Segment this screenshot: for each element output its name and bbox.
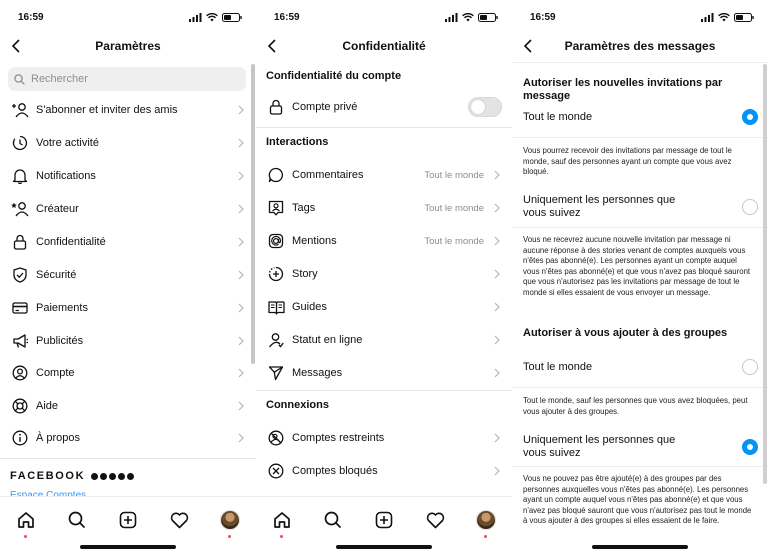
shield-icon <box>10 265 30 285</box>
status-bar <box>274 10 498 24</box>
privacy-item-label: Messages <box>292 367 343 379</box>
settings-item-label: Notifications <box>36 170 96 182</box>
home-icon <box>273 511 291 529</box>
comment-icon <box>266 165 286 185</box>
battery-icon <box>734 13 754 22</box>
heart-icon <box>426 512 445 529</box>
notification-dot <box>280 535 283 538</box>
battery-icon <box>222 13 242 22</box>
chevron-right-icon <box>236 269 246 281</box>
tag-person-icon <box>266 198 286 218</box>
settings-item-account[interactable] <box>0 357 256 389</box>
page-title: Paramètres des messages <box>564 39 716 53</box>
settings-screen <box>0 0 256 554</box>
home-icon <box>17 511 35 529</box>
bottom-safe-area <box>512 540 768 554</box>
scrollbar[interactable] <box>763 64 767 484</box>
privacy-item-messages[interactable] <box>256 357 512 389</box>
privacy-item-label: Mentions <box>292 235 337 247</box>
settings-item-label: À propos <box>36 432 81 444</box>
at-icon <box>266 231 286 251</box>
invitations-option-following[interactable] <box>523 194 758 220</box>
status-icons <box>701 13 754 22</box>
header <box>0 34 256 58</box>
privacy-item-mentions[interactable] <box>256 225 512 257</box>
chevron-right-icon <box>236 236 246 248</box>
back-button[interactable] <box>6 36 26 56</box>
info-icon <box>10 428 30 448</box>
search-icon <box>68 511 86 529</box>
chevron-right-icon <box>236 335 246 347</box>
wifi-icon <box>718 13 730 22</box>
settings-item-label: Publicités <box>36 335 84 347</box>
chevron-right-icon <box>236 203 246 215</box>
privacy-item-value: Tout le monde <box>424 235 484 247</box>
activity-clock-icon <box>10 133 30 153</box>
privacy-item-label: Commentaires <box>292 169 364 181</box>
chevron-left-icon <box>267 39 277 53</box>
option-description: Tout le monde, sauf les personnes que vous avez bloquées, peut vous ajouter à des groupes. <box>523 396 748 416</box>
tab-activity[interactable] <box>166 507 192 533</box>
search-icon <box>14 74 25 85</box>
settings-item-activity[interactable] <box>0 127 256 159</box>
facebook-section-title <box>10 470 134 482</box>
divider <box>512 387 768 388</box>
chevron-right-icon <box>492 169 502 181</box>
add-person-icon <box>10 100 30 120</box>
battery-icon <box>478 13 498 22</box>
scrollbar[interactable] <box>251 64 255 364</box>
facebook-label: FACEBOOK <box>10 470 86 482</box>
privacy-item-value: Tout le monde <box>424 202 484 214</box>
chevron-right-icon <box>492 367 502 379</box>
option-label: Tout le monde <box>523 360 593 373</box>
privacy-item-label: Comptes restreints <box>292 432 385 444</box>
privacy-item-label: Comptes bloqués <box>292 465 378 477</box>
tab-activity[interactable] <box>422 507 448 533</box>
guide-book-icon <box>266 297 286 317</box>
plus-square-icon <box>119 511 137 529</box>
message-settings-screen <box>512 0 768 554</box>
chevron-left-icon <box>11 39 21 53</box>
chevron-right-icon <box>236 170 246 182</box>
privacy-item-comments[interactable] <box>256 159 512 191</box>
lifebuoy-icon <box>10 396 30 416</box>
chevron-right-icon <box>236 400 246 412</box>
search-input[interactable] <box>8 67 246 91</box>
page-title: Confidentialité <box>342 39 426 53</box>
option-description: Vous ne recevrez aucune nouvelle invitation par message ni aucune réponse à des stories venant de comptes auxquels vous n'êtes pas abonné(e). Les personnes ayant un compte auquel vous n'êtes pas abonné(e) et que vous n'avez pas bloqué sauront que vous n'autorisez pas les invitations par message de tout le monde si elles essaient de vous envoyer un message. <box>523 235 751 297</box>
chevron-right-icon <box>236 367 246 379</box>
notification-dot <box>24 535 27 538</box>
home-indicator <box>80 545 176 549</box>
lock-icon <box>10 232 30 252</box>
divider <box>256 390 512 391</box>
tab-home[interactable] <box>269 507 295 533</box>
settings-item-label: Confidentialité <box>36 236 106 248</box>
radio-selected[interactable] <box>742 109 758 125</box>
settings-item-creator[interactable] <box>0 193 256 225</box>
avatar <box>476 510 496 530</box>
page-title: Paramètres <box>95 39 161 53</box>
tab-bar <box>0 496 256 554</box>
invitations-option-everyone[interactable] <box>523 109 758 125</box>
option-label: Uniquement les personnes que vous suivez <box>523 434 676 459</box>
tab-profile[interactable] <box>473 507 499 533</box>
wifi-icon <box>206 13 218 22</box>
settings-item-invite[interactable] <box>0 94 256 126</box>
send-icon <box>266 363 286 383</box>
option-label: Uniquement les personnes que vous suivez <box>523 194 676 219</box>
creator-person-icon <box>10 199 30 219</box>
status-icons <box>189 13 242 22</box>
online-status-icon <box>266 330 286 350</box>
home-indicator <box>336 545 432 549</box>
section-title-connections: Connexions <box>266 399 329 411</box>
chevron-right-icon <box>492 202 502 214</box>
chevron-right-icon <box>236 104 246 116</box>
status-time: 16:59 <box>18 11 44 23</box>
meta-apps-icon <box>91 473 134 480</box>
story-plus-icon <box>266 264 286 284</box>
settings-item-payments[interactable] <box>0 292 256 324</box>
chevron-right-icon <box>492 465 502 477</box>
home-indicator <box>592 545 688 549</box>
signal-icon <box>189 13 202 22</box>
settings-item-label: Sécurité <box>36 269 77 281</box>
notification-dot <box>228 535 231 538</box>
settings-item-ads[interactable] <box>0 325 256 357</box>
settings-item-label: Compte <box>36 367 75 379</box>
divider <box>512 62 768 63</box>
private-account-label: Compte privé <box>292 101 358 113</box>
tab-home[interactable] <box>13 507 39 533</box>
settings-item-notifications[interactable] <box>0 160 256 192</box>
section-title-interactions: Interactions <box>266 136 329 148</box>
privacy-item-restricted[interactable] <box>256 422 512 454</box>
privacy-item-value: Tout le monde <box>424 169 484 181</box>
privacy-item-online-status[interactable] <box>256 324 512 356</box>
search-placeholder: Rechercher <box>31 73 88 85</box>
chevron-right-icon <box>492 334 502 346</box>
privacy-item-label: Tags <box>292 202 316 214</box>
settings-item-label: Créateur <box>36 203 79 215</box>
privacy-item-label: Story <box>292 268 318 280</box>
settings-item-help[interactable] <box>0 390 256 422</box>
privacy-item-blocked[interactable] <box>256 455 512 487</box>
option-label: Tout le monde <box>523 110 593 123</box>
account-icon <box>10 363 30 383</box>
chevron-right-icon <box>236 137 246 149</box>
section-title-groups: Autoriser à vous ajouter à des groupes <box>523 327 728 339</box>
signal-icon <box>701 13 714 22</box>
groups-option-following[interactable] <box>523 434 758 460</box>
privacy-item-label: Guides <box>292 301 327 313</box>
blocked-icon <box>266 461 286 481</box>
section-title-message-invitations: Autoriser les nouvelles invitations par message <box>523 77 723 102</box>
back-button[interactable] <box>518 36 538 56</box>
privacy-item-guides[interactable] <box>256 291 512 323</box>
settings-item-label: Votre activité <box>36 137 99 149</box>
back-button[interactable] <box>262 36 282 56</box>
chevron-right-icon <box>236 302 246 314</box>
option-description: Vous pourrez recevoir des invitations par message de tout le monde, sauf des personnes ayant un compte que vous avez bloqué. <box>523 146 732 176</box>
bell-icon <box>10 166 30 186</box>
chevron-right-icon <box>492 432 502 444</box>
card-icon <box>10 298 30 318</box>
chevron-left-icon <box>523 39 533 53</box>
status-bar <box>530 10 754 24</box>
option-description: Vous ne pouvez pas être ajouté(e) à des groupes par des personnes auxquelles vous n'êtes pas abonné(e). Les personnes ayant un compte auquel vous n'êtes pas abonné(e) et que vous n'avez pas bloqué sauront que vous n'autorisez pas tout le monde à vous ajouter à des groupes si elles essaient de le faire. <box>523 474 752 525</box>
settings-item-security[interactable] <box>0 259 256 291</box>
status-time: 16:59 <box>274 11 300 23</box>
header <box>512 34 768 58</box>
megaphone-icon <box>10 331 30 351</box>
settings-item-about[interactable] <box>0 422 256 454</box>
restricted-icon <box>266 428 286 448</box>
private-account-row <box>256 91 512 123</box>
section-title-account-privacy: Confidentialité du compte <box>266 70 402 82</box>
radio-unselected[interactable] <box>742 359 758 375</box>
signal-icon <box>445 13 458 22</box>
chevron-right-icon <box>492 268 502 280</box>
privacy-item-tags[interactable] <box>256 192 512 224</box>
lock-icon <box>266 97 286 117</box>
avatar <box>220 510 240 530</box>
chevron-right-icon <box>492 235 502 247</box>
privacy-item-label: Statut en ligne <box>292 334 363 346</box>
search-icon <box>324 511 342 529</box>
settings-item-label: Aide <box>36 400 59 412</box>
heart-icon <box>170 512 189 529</box>
radio-unselected[interactable] <box>742 199 758 215</box>
tab-create[interactable] <box>371 507 397 533</box>
private-account-toggle[interactable] <box>468 97 502 117</box>
header <box>256 34 512 58</box>
plus-square-icon <box>375 511 393 529</box>
divider <box>512 137 768 138</box>
privacy-item-story[interactable] <box>256 258 512 290</box>
tab-search[interactable] <box>64 507 90 533</box>
status-time: 16:59 <box>530 11 556 23</box>
status-bar <box>18 10 242 24</box>
status-icons <box>445 13 498 22</box>
settings-item-label: Paiements <box>36 302 88 314</box>
radio-selected[interactable] <box>742 439 758 455</box>
groups-option-everyone[interactable] <box>523 359 758 375</box>
divider <box>0 458 256 459</box>
divider <box>256 127 512 128</box>
wifi-icon <box>462 13 474 22</box>
settings-item-privacy[interactable] <box>0 226 256 258</box>
chevron-right-icon <box>492 301 502 313</box>
settings-item-label: S'abonner et inviter des amis <box>36 104 178 116</box>
notification-dot <box>484 535 487 538</box>
tab-bar <box>256 496 512 554</box>
privacy-screen <box>256 0 512 554</box>
tab-search[interactable] <box>320 507 346 533</box>
chevron-right-icon <box>236 432 246 444</box>
divider <box>512 227 768 228</box>
tab-create[interactable] <box>115 507 141 533</box>
tab-profile[interactable] <box>217 507 243 533</box>
divider <box>512 466 768 467</box>
